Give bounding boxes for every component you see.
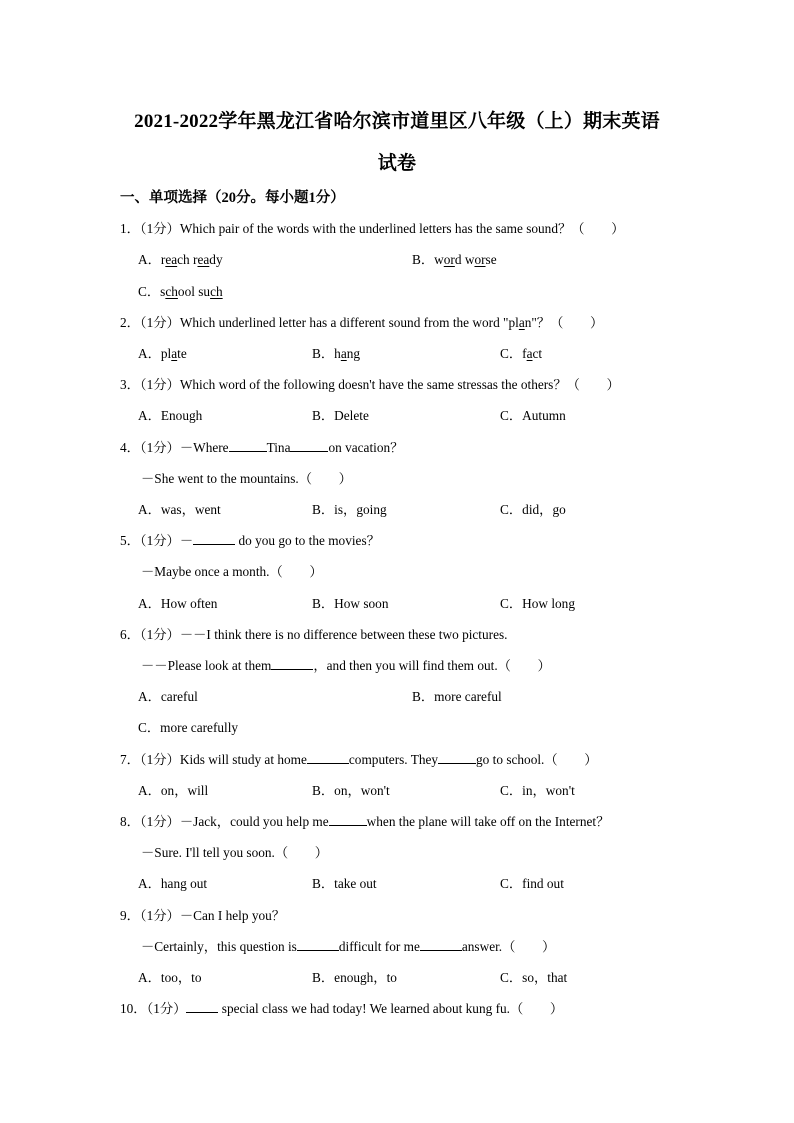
question-8: 8．（1分）－Jack，could you help me when the plane will take off on the Internet？ (120, 814, 610, 829)
question-3: 3．（1分）Which word of the following doesn't have the same stressas the others？（ ） (120, 377, 620, 392)
q2-option-b: B．hang (312, 346, 361, 361)
question-7: 7．（1分）Kids will study at home computers. They go to school.（ ） (120, 752, 598, 767)
q4-dialog-line-2: －She went to the mountains.（ ） (141, 471, 352, 486)
q9-option-b: B．enough，to (312, 970, 397, 985)
question-6: 6．（1分）－－I think there is no difference between these two pictures. (120, 627, 508, 642)
q2-option-c: C．fact (500, 346, 543, 361)
q1-option-b: B．word worse (412, 252, 497, 267)
q5-dialog-line-2: －Maybe once a month.（ ） (141, 564, 323, 579)
q4-option-a: A．was，went (138, 502, 221, 517)
q6-option-c: C．more carefully (138, 720, 239, 735)
q2-option-a: A．plate (138, 346, 187, 361)
q5-option-a: A．How often (138, 596, 218, 611)
section-heading: 一、单项选择（20分。每小题1分） (120, 190, 345, 206)
question-5: 5．（1分）－ do you go to the movies？ (120, 533, 380, 548)
question-4: 4．（1分）－Where Tina on vacation？ (120, 440, 404, 455)
q8-option-a: A．hang out (138, 876, 208, 891)
q8-dialog-line-2: －Sure. I'll tell you soon.（ ） (141, 845, 329, 860)
q3-option-a: A．Enough (138, 408, 203, 423)
q6-option-a: A．careful (138, 689, 198, 704)
q4-option-b: B．is，going (312, 502, 387, 517)
q8-option-c: C．find out (500, 876, 564, 891)
q3-option-c: C．Autumn (500, 408, 566, 423)
q7-option-b: B．on，won't (312, 783, 390, 798)
q4-option-c: C．did，go (500, 502, 566, 517)
question-9: 9．（1分）－Can I help you？ (120, 908, 286, 923)
question-1: 1．（1分）Which pair of the words with the underlined letters has the same sound？（ ） (120, 221, 625, 236)
question-2: 2．（1分）Which underlined letter has a different sound from the word "plan"？（ ） (120, 315, 604, 330)
q1-option-a: A．reach ready (138, 252, 223, 267)
q9-option-c: C．so，that (500, 970, 568, 985)
q5-option-b: B．How soon (312, 596, 389, 611)
exam-title-line-2: 试卷 (377, 153, 417, 174)
q7-option-a: A．on，will (138, 783, 209, 798)
q1-option-c: C．school such (138, 284, 223, 299)
q9-dialog-line-2: －Certainly，this question is difficult for me answer.（ ） (141, 939, 556, 954)
q5-option-c: C．How long (500, 596, 575, 611)
q6-dialog-line-2: －－Please look at them ，and then you will find them out.（ ） (141, 658, 551, 673)
q6-option-b: B．more careful (412, 689, 502, 704)
q8-option-b: B．take out (312, 876, 377, 891)
exam-title-line-1: 2021-2022学年黑龙江省哈尔滨市道里区八年级（上）期末英语 (134, 111, 660, 132)
q3-option-b: B．Delete (312, 408, 369, 423)
question-10: 10．（1分） special class we had today! We learned about kung fu.（ ） (120, 1001, 564, 1016)
q9-option-a: A．too，to (138, 970, 202, 985)
q7-option-c: C．in，won't (500, 783, 575, 798)
